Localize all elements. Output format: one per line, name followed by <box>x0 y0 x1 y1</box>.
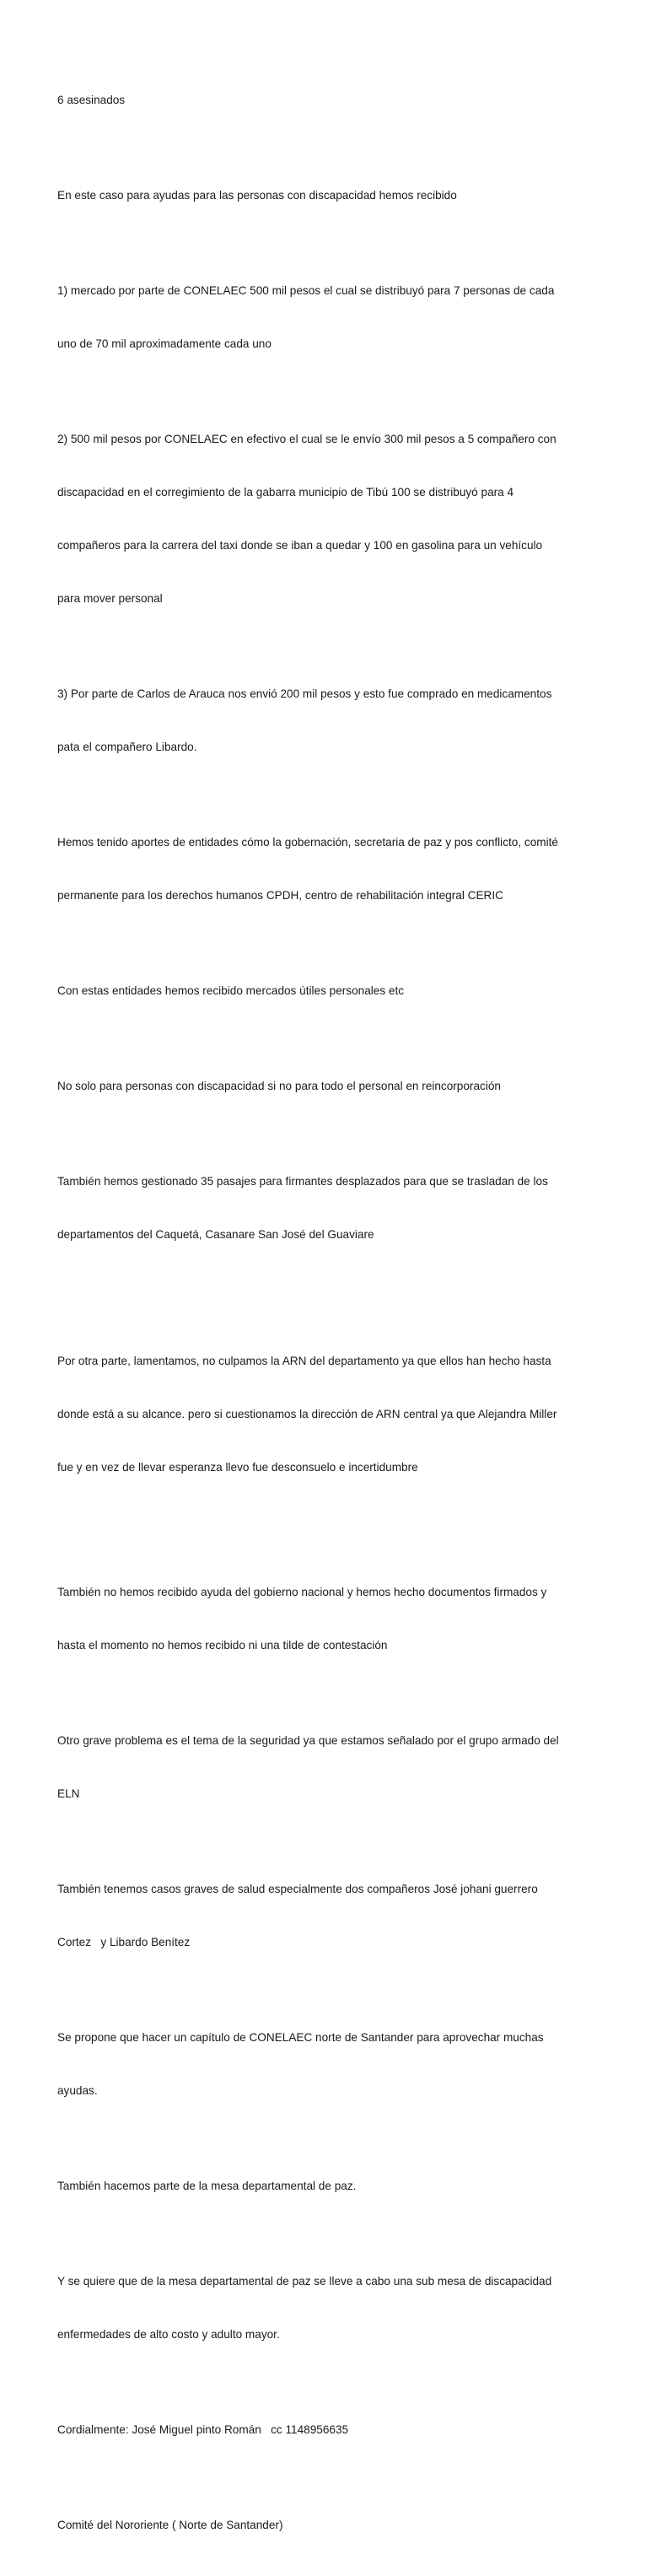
paragraph-asesinados <box>57 56 605 144</box>
text-line: También hacemos parte de la mesa departamental de paz. <box>57 2180 357 2192</box>
text-line: Y se quiere que de la mesa departamental de paz se lleve a cabo una sub mesa de discapacidad <box>57 2275 552 2288</box>
text-line: 6 asesinados <box>57 94 126 106</box>
text-line: Cordialmente: José Miguel pinto Román cc 1148956635 <box>57 2423 349 2436</box>
blank-spacer <box>57 1285 605 1317</box>
text-line: Hemos tenido aportes de entidades cómo la gobernación, secretaria de paz y pos conflicto, comité <box>57 836 558 849</box>
text-line: Por otra parte, lamentamos, no culpamos la ARN del departamento ya que ellos han hecho hasta <box>57 1355 551 1367</box>
text-line: Otro grave problema es el tema de la seguridad ya que estamos señalado por el grupo armado del <box>57 1734 559 1747</box>
text-line: ayudas. <box>57 2084 98 2097</box>
text-line: fue y en vez de llevar esperanza llevo fue desconsuelo e incertidumbre <box>57 1461 418 1474</box>
paragraph-seguridad <box>57 1696 605 1838</box>
text-line: enfermedades de alto costo y adulto mayor. <box>57 2328 280 2341</box>
signature-line <box>57 2385 605 2474</box>
paragraph-capitulo <box>57 1993 605 2135</box>
committee-line <box>57 2481 605 2569</box>
text-line: donde está a su alcance. pero si cuestionamos la dirección de ARN central ya que Alejandra Miller <box>57 1408 557 1420</box>
paragraph-salud <box>57 1845 605 1986</box>
paragraph-intro-ayudas <box>57 151 605 240</box>
text-line: También tenemos casos graves de salud especialmente dos compañeros José johani guerrero <box>57 1883 538 1895</box>
text-line: pata el compañero Libardo. <box>57 741 197 753</box>
text-line: discapacidad en el corregimiento de la gabarra municipio de Tibú 100 se distribuyó para 4 <box>57 486 514 498</box>
text-line: Se propone que hacer un capítulo de CONELAEC norte de Santander para aprovechar muchas <box>57 2031 544 2044</box>
paragraph-pasajes <box>57 1137 605 1279</box>
blank-spacer <box>57 1518 605 1548</box>
paragraph-item-2 <box>57 395 605 643</box>
text-line: ELN <box>57 1787 80 1800</box>
paragraph-sub-mesa <box>57 2237 605 2379</box>
paragraph-mercados <box>57 946 605 1035</box>
text-line: 2) 500 mil pesos por CONELAEC en efectivo el cual se le envío 300 mil pesos a 5 compañero con <box>57 433 557 445</box>
text-line: Con estas entidades hemos recibido mercados útiles personales etc <box>57 984 405 997</box>
text-line: para mover personal <box>57 592 163 605</box>
text-line: También hemos gestionado 35 pasajes para firmantes desplazados para que se trasladan de los <box>57 1175 548 1188</box>
text-line: También no hemos recibido ayuda del gobierno nacional y hemos hecho documentos firmados y <box>57 1586 547 1598</box>
text-line: Cortez y Libardo Benítez <box>57 1936 191 1948</box>
paragraph-aportes <box>57 798 605 940</box>
text-line: departamentos del Caquetá, Casanare San José del Guaviare <box>57 1228 374 1241</box>
text-line: Comité del Nororiente ( Norte de Santander) <box>57 2519 283 2531</box>
text-line: En este caso para ayudas para las personas con discapacidad hemos recibido <box>57 189 457 202</box>
text-line: compañeros para la carrera del taxi donde se iban a quedar y 100 en gasolina para un vehículo <box>57 539 543 552</box>
document-body <box>57 56 605 2576</box>
paragraph-reincorporacion <box>57 1042 605 1130</box>
paragraph-mesa-paz <box>57 2142 605 2230</box>
paragraph-gobierno <box>57 1548 605 1689</box>
text-line: No solo para personas con discapacidad si no para todo el personal en reincorporación <box>57 1080 501 1092</box>
text-line: hasta el momento no hemos recibido ni una tilde de contestación <box>57 1639 388 1652</box>
paragraph-item-3 <box>57 649 605 791</box>
paragraph-item-1 <box>57 246 605 388</box>
text-line: 1) mercado por parte de CONELAEC 500 mil pesos el cual se distribuyó para 7 personas de cada <box>57 284 555 297</box>
text-line: uno de 70 mil aproximadamente cada uno <box>57 337 272 350</box>
paragraph-arn <box>57 1317 605 1512</box>
text-line: 3) Por parte de Carlos de Arauca nos envió 200 mil pesos y esto fue comprado en medicamentos <box>57 687 552 700</box>
text-line: permanente para los derechos humanos CPDH, centro de rehabilitación integral CERIC <box>57 889 503 902</box>
